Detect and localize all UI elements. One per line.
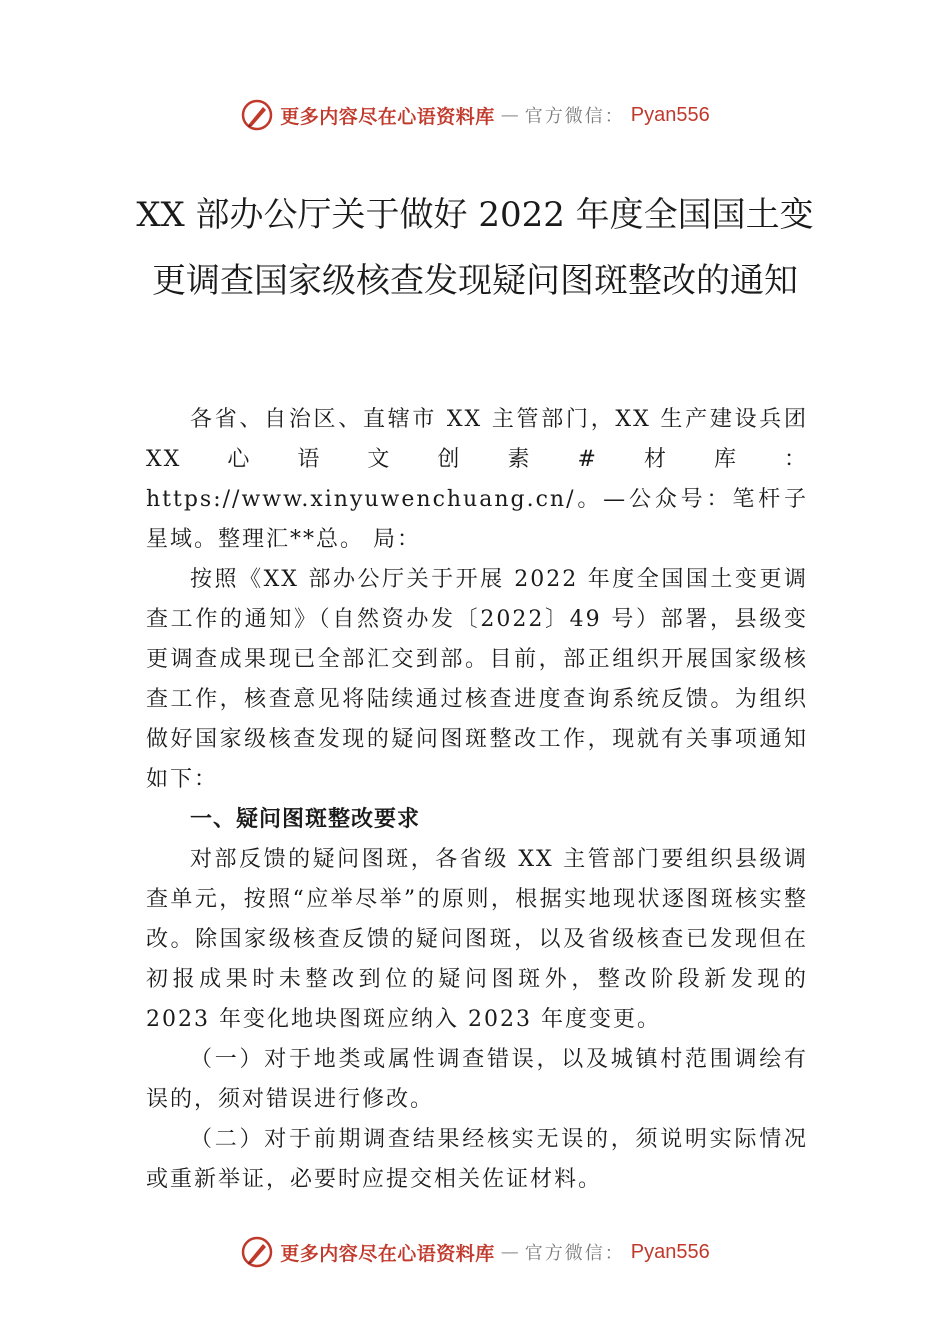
list-item-2: （二）对于前期调查结果经核实无误的，须说明实际情况或重新举证，必要时应提交相关佐证材料。 [146, 1127, 808, 1192]
header-banner [0, 95, 950, 135]
banner-wechat-label: 官方微信： [524, 1243, 625, 1264]
banner-dash: — [500, 104, 519, 126]
section-heading-1: 一、疑问图斑整改要求 [190, 807, 421, 832]
pen-logo-icon [240, 1235, 274, 1269]
banner-wechat-id: Pyan556 [630, 103, 710, 126]
list-item-1: （一）对于地类或属性调查错误，以及城镇村范围调绘有误的，须对错误进行修改。 [146, 1047, 808, 1112]
document-body [146, 400, 808, 1200]
banner-dash: — [500, 1241, 519, 1263]
banner-brand-text: 更多内容尽在心语资料库 [280, 1242, 495, 1265]
banner-wechat-id: Pyan556 [630, 1240, 710, 1263]
footer-banner [0, 1232, 950, 1272]
document-title: XX 部办公厅关于做好 2022 年度全国国土变更调查国家级核查发现疑问图斑整改的通知 [136, 195, 814, 301]
intro-paragraph: 按照《XX 部办公厅关于开展 2022 年度全国国土变更调查工作的通知》（自然资办发〔2022〕49 号）部署，县级变更调查成果现已全部汇交到部。目前，部正组织开展国家级核查工作，核查意见将陆续通过核查进度查询系统反馈。为组织做好国家级核查发现的疑问图斑整改工作，现就有关事项通知如下： [146, 567, 808, 792]
salutation-paragraph: 各省、自治区、直辖市 XX 主管部门，XX 生产建设兵团XX心语文创素#材库：https://www.xinyuwenchuang.cn/。—公众号：笔杆子星域。整理汇**总。 局： [146, 407, 808, 552]
banner-brand-text: 更多内容尽在心语资料库 [280, 105, 495, 128]
pen-logo-icon [240, 98, 274, 132]
requirement-paragraph: 对部反馈的疑问图斑，各省级 XX 主管部门要组织县级调查单元，按照“应举尽举”的原则，根据实地现状逐图斑核实整改。除国家级核查反馈的疑问图斑，以及省级核查已发现但在初报成果时未整改到位的疑问图斑外，整改阶段新发现的 2023 年变化地块图斑应纳入 2023 年度变更。 [146, 847, 808, 1032]
banner-wechat-label: 官方微信： [524, 106, 625, 127]
